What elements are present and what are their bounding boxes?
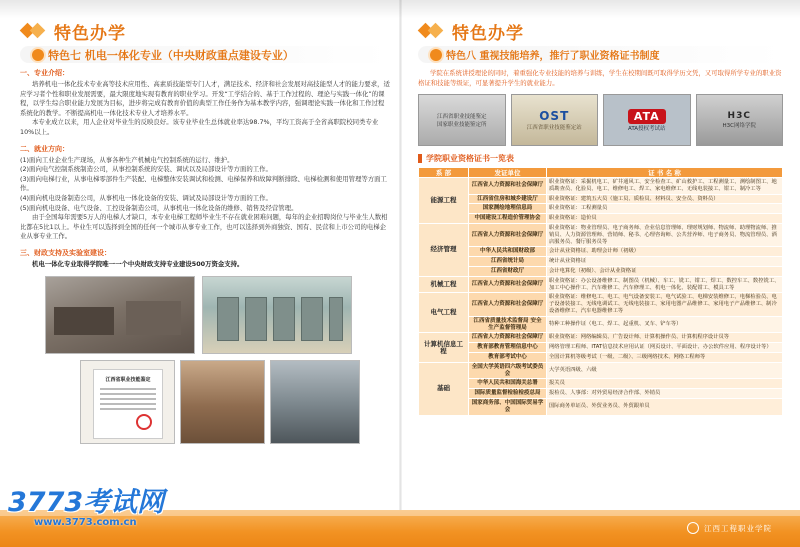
photo-gallery — [20, 276, 390, 444]
employment-heading: 二、就业方向： — [20, 144, 69, 153]
certificate-plaque: OST 江西省职业技能鉴定站 — [511, 94, 599, 146]
diamond-icon — [20, 22, 48, 40]
table-row — [419, 379, 783, 389]
issuer-cell: 江西省财政厅 — [469, 266, 547, 276]
left-subtitle: 特色七 机电一体化专业（中央财政重点建设专业） — [48, 48, 294, 62]
lab-photo — [202, 276, 352, 354]
table-row — [419, 214, 783, 224]
table-row — [419, 293, 783, 316]
issuer-cell: 国际质量监督检验检疫总局 — [469, 389, 547, 399]
bullet-dot-icon — [430, 49, 442, 61]
dept-cell: 能源工程 — [419, 178, 469, 224]
funding-heading: 三、财政支持及实验室建设： — [20, 248, 111, 257]
certificate-cell: 职业资格证：采掘机电工、矿井通风工、安全检查工、矿山救护工、工程测量工、测绘制图工、地质勘查员、化验员、电工、维修电工、焊工、家电维修工、无线电装接工、钳工、制冷工等 — [547, 178, 783, 195]
table-row — [419, 333, 783, 343]
lab-photo — [270, 360, 360, 444]
title-marker-icon — [418, 154, 422, 163]
employment-item: (1)面向工业企业生产现场，从事各种生产机械电气控制系统的运行、维护。 — [20, 155, 234, 164]
employment-list — [20, 156, 390, 214]
certificate-cell: 特种工种操作证（电工、焊工、起重机、叉车、铲车等） — [547, 316, 783, 333]
issuer-cell: 国家测绘地理信息局 — [469, 204, 547, 214]
left-subtitle-bar — [20, 46, 390, 63]
issuer-cell: 教育部考试中心 — [469, 352, 547, 362]
table-row — [419, 194, 783, 204]
page-crease — [399, 0, 402, 510]
certificate-photos — [418, 94, 783, 146]
table-body — [419, 178, 783, 416]
right-subtitle-bar — [418, 46, 783, 63]
issuer-cell: 江西省人力资源和社会保障厅 — [469, 333, 547, 343]
table-row — [419, 389, 783, 399]
certificate-cell: 职业资格证：造价员 — [547, 214, 783, 224]
certificate-cell: 会计从业资格证、助理会计师（初级） — [547, 247, 783, 257]
header-certs: 证 书 名 称 — [547, 168, 783, 178]
table-row — [419, 398, 783, 415]
certificate-cell: 国际商务单证员、外贸业务员、外贸跟单员 — [547, 398, 783, 415]
right-page-title: 特色办学 — [452, 23, 524, 44]
watermark-brand: 3773考试网 — [8, 487, 165, 518]
issuer-cell: 全国大学英语四六级考试委员会 — [469, 362, 547, 379]
lab-photo — [180, 360, 265, 444]
certificate-cell: 报检员、人事部：对外贸易经济合作部、外销员 — [547, 389, 783, 399]
table-row — [419, 223, 783, 246]
certificate-plaque: H3C H3C网络学院 — [696, 94, 784, 146]
dept-cell: 电气工程 — [419, 293, 469, 333]
issuer-cell: 江西省住房和城乡建设厅 — [469, 194, 547, 204]
right-page — [418, 20, 783, 510]
table-row — [419, 362, 783, 379]
dept-cell: 机械工程 — [419, 276, 469, 293]
table-row — [419, 352, 783, 362]
issuer-cell: 江西省人力资源和社会保障厅 — [469, 276, 547, 293]
certificate-cell: 职业资格证：物业管理员、电子商务师、企业信息管理师、理财规划师、物流师、助理物流师、推销员、人力资源管理师、营销师、秘书、心理咨询师、公共营养师、电子商务员、物流管理员、酒店服务员、餐厅服务员等 — [547, 223, 783, 246]
employment-item: (4)面向机电设备制造公司，从事机电一体化设备的安装、调试及局部设计等方面的工作。 — [20, 193, 272, 202]
employment-item: (3)面向电梯行业，从事电梯零部件生产装配、电梯整体安装调试和检测、电梯保养和故障判断排除、电梯检测和使用管理等方面工作。 — [20, 174, 387, 193]
certificate-photo-title: 江西省职业技能鉴定 — [105, 376, 151, 383]
intro-paragraph-2: 本专业成立以来，用人企业对毕业生的反映良好。该专业毕业生总体就业率达98.7%，平均工资高于全省高职院校同类专业10%以上。 — [20, 118, 379, 136]
left-page — [20, 20, 390, 510]
issuer-cell: 中华人民共和国财政部 — [469, 247, 547, 257]
certificate-plaque: ATA ATA授权考试站 — [603, 94, 691, 146]
dept-cell: 基础 — [419, 362, 469, 415]
diamond-icon — [418, 22, 446, 40]
table-title-row — [418, 153, 783, 164]
table-header-row — [419, 168, 783, 178]
issuer-cell: 江西省人力资源和社会保障厅 — [469, 293, 547, 316]
certificate-plaque: 江西省职业技能鉴定 国家职业技能鉴定所 — [418, 94, 506, 146]
right-intro: 学院在系统讲授理论的同时，着重强化专业技能的培养与训练，学生在校期间既可取得学历文凭，又可取得所学专业的职业资格证和技能等级证，可显著提升学生的就业能力。 — [418, 69, 782, 87]
table-row — [419, 257, 783, 267]
employment-paragraph: 由于全国每年需要5万人的电梯人才缺口，本专业电梯工程师毕业生不存在就业困难问题，每年的企业招聘岗位与毕业生人数相比都在5比1以上。毕业生可以选择到全国的任何一个城市从事专业工作，也可以选择到外商独资、国有、民营和上市公司的电梯企业从事专业工作。 — [20, 213, 388, 241]
table-row — [419, 343, 783, 353]
watermark — [8, 480, 164, 528]
table-row — [419, 266, 783, 276]
issuer-cell: 江西省人力资源和社会保障厅 — [469, 223, 547, 246]
certificate-table — [418, 167, 783, 416]
watermark-url: www.3773.com.cn — [34, 517, 137, 528]
issuer-cell: 中国建设工程造价管理协会 — [469, 214, 547, 224]
certificate-cell: 职业资格证：维修电工、电工、电气设备安装工、电气试验工、电梯安装维修工、电梯检验员、电子设备装接工、无线电调试工、无线电装接工、家用电器产品维修工、家用电子产品维修工、制冷设备维修工、汽车电器维修工等 — [547, 293, 783, 316]
issuer-cell: 国家商务部、中国国际贸易学会 — [469, 398, 547, 415]
school-name: 江西工程职业学院 — [704, 523, 772, 533]
certificate-cell: 职业资格证：建筑五大员（施工员、质检员、材料员、安全员、资料员） — [547, 194, 783, 204]
left-title-row — [20, 20, 390, 42]
certificate-cell: 报关员 — [547, 379, 783, 389]
lab-photo — [45, 276, 195, 354]
school-logo-icon — [687, 522, 699, 534]
header-unit: 发证单位 — [469, 168, 547, 178]
employment-item: (2)面向电气控制系统制造公司，从事控制系统的安装、调试以及局部设计等方面的工作。 — [20, 165, 272, 174]
certificate-cell: 统计从业资格证 — [547, 257, 783, 267]
issuer-cell: 江西省统计局 — [469, 257, 547, 267]
certificate-photo — [80, 360, 175, 444]
table-row — [419, 316, 783, 333]
certificate-cell: 会计电算化（初级）、会计从业资格证 — [547, 266, 783, 276]
certificate-cell: 大学英语四级、六级 — [547, 362, 783, 379]
left-page-title: 特色办学 — [54, 23, 126, 44]
right-title-row — [418, 20, 783, 42]
certificate-cell: 网络管理工程师、ITAT信息技术应用认证（网页设计、平面设计、办公软件应用、程序设计等） — [547, 343, 783, 353]
dept-cell: 经济管理 — [419, 223, 469, 276]
certificate-cell: 职业资格证：办公设备维修工、制图员（机械）、车工、铣工、钳工、焊工、数控车工、数控铣工、加工中心操作工、汽车维修工、汽车修理工、机电一体化、装配钳工、模具工等 — [547, 276, 783, 293]
issuer-cell: 教育部教育管理信息中心 — [469, 343, 547, 353]
bullet-dot-icon — [32, 49, 44, 61]
table-row — [419, 178, 783, 195]
issuer-cell: 江西省质量技术监督局 安全生产监督管理局 — [469, 316, 547, 333]
certificate-cell: 职业资格证：工程测量员 — [547, 204, 783, 214]
table-row — [419, 276, 783, 293]
certificate-cell: 全国计算机等级考试（一级、二级）、三级网络技术、网络工程师等 — [547, 352, 783, 362]
certificate-cell: 职业资格证：网络编辑员、广告设计师、计算机操作员、计算机程序设计员等 — [547, 333, 783, 343]
issuer-cell: 中华人民共和国海关总署 — [469, 379, 547, 389]
intro-paragraph: 培养机电一体化技术专业高等技术应用性、高素质技能型专门人才，满足技术、经济和社会发展对高技能型人才的能力要求，适应学习者个性和职业发展需要，最大限度地实现有教育的职业学习。开发“工学结合的、基于工作过程的、理论与实践一体化”的课程，以学生综合职业能力发展为目标，进步将完成有教育价值的典型工作任务作为基本教学内容，强调理论实践一体化和工作过程系统化的教学。不断提高机电一体化技术专业人才培养水平。 — [20, 80, 390, 117]
footer-school — [687, 522, 772, 534]
issuer-cell: 江西省人力资源和社会保障厅 — [469, 178, 547, 195]
intro-heading: 一、专业介绍： — [20, 69, 69, 77]
table-title: 学院职业资格证书一览表 — [426, 154, 514, 163]
table-row — [419, 247, 783, 257]
dept-cell: 计算机信息工程 — [419, 333, 469, 362]
employment-item: (5)面向机电设备、电气设备、工控设备制造公司，从事机电一体化设备的维修、销售及经营管理。 — [20, 203, 298, 212]
seal-icon — [136, 414, 152, 430]
funding-text: 机电一体化专业取得学院唯一一个中央财政支持专业建设500万资金支持。 — [32, 259, 244, 268]
right-subtitle: 特色八 重视技能培养，推行了职业资格证书制度 — [446, 51, 660, 62]
table-row — [419, 204, 783, 214]
header-dept: 系 部 — [419, 168, 469, 178]
